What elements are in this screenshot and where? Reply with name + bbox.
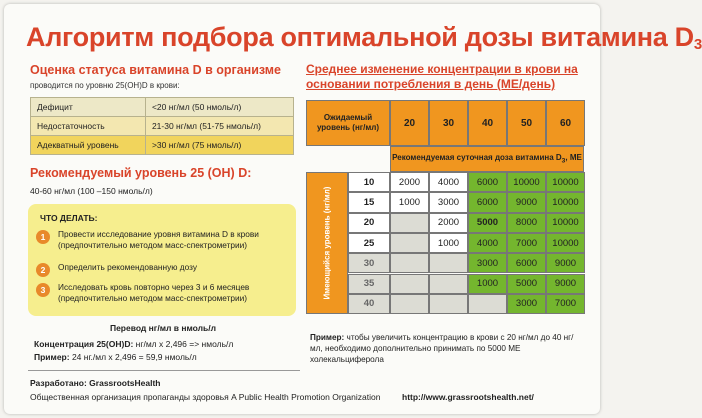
status-value: <20 нг/мл (50 нмоль/л) (145, 98, 293, 117)
step-text: Исследовать кровь повторно через 3 и 6 месяцев (предпочтительно методом масс-спектрометрии) (58, 282, 250, 303)
dose-cell: 1000 (468, 274, 507, 294)
dose-cell: 5000 (507, 274, 546, 294)
dose-cell (429, 253, 468, 273)
dose-cell: 3000 (507, 294, 546, 314)
step-text: Определить рекомендованную дозу (58, 262, 197, 272)
current-level-label: Имеющийся уровень (нг/мл) (322, 186, 332, 300)
dose-cell: 2000 (390, 172, 429, 192)
dose-cell: 1000 (390, 192, 429, 212)
conversion-block (30, 323, 296, 371)
status-row-deficit (31, 98, 294, 117)
info-card (4, 4, 702, 414)
dose-cell: 10000 (546, 172, 585, 192)
dose-cell: 9000 (546, 274, 585, 294)
step-number-badge: 3 (36, 283, 50, 297)
current-level-25: 25 (348, 233, 390, 253)
dose-cell: 2000 (429, 213, 468, 233)
recommended-dose-band: Рекомендуемая суточная доза витамина $D_3$, МЕ (390, 146, 584, 172)
target-level-30: 30 (429, 100, 468, 146)
dose-cell: 10000 (546, 213, 585, 233)
current-level-30: 30 (348, 253, 390, 273)
status-row-adequate (31, 136, 294, 155)
divider (28, 370, 300, 371)
status-value: >30 нг/мл (75 нмоль/л) (145, 136, 293, 155)
dose-cell: 6000 (468, 172, 507, 192)
dose-cell: 4000 (429, 172, 468, 192)
current-level-40: 40 (348, 294, 390, 314)
status-subheading: проводится по уровню 25(OH)D в крови: (30, 81, 180, 90)
status-label: Адекватный уровень (31, 136, 146, 155)
dose-cell (390, 274, 429, 294)
status-value: 21-30 нг/мл (51-75 нмоль/л) (145, 117, 293, 136)
dose-cell: 10000 (546, 233, 585, 253)
dose-table-heading: Среднее изменение концентрации в крови на основании потребления в день (МЕ/день) (306, 62, 578, 91)
dose-cell: 3000 (429, 192, 468, 212)
status-label: Недостаточность (31, 117, 146, 136)
step-number-badge: 2 (36, 263, 50, 277)
dose-cell: 7000 (507, 233, 546, 253)
organization: Общественная организация пропаганды здоровья A Public Health Promotion Organization (30, 392, 381, 402)
target-level-20: 20 (390, 100, 429, 146)
conversion-heading: Перевод нг/мл в нмоль/л (109, 323, 217, 333)
current-level-20: 20 (348, 213, 390, 233)
dose-cell: 10000 (507, 172, 546, 192)
conversion-formula: Концентрация 25(OH)D: нг/мл х 2,496 => нмоль/л (34, 339, 234, 349)
todo-step-2 (36, 262, 290, 273)
recommended-range: 40-60 нг/мл (100 –150 нмоль/л) (30, 186, 153, 196)
dose-cell: 1000 (429, 233, 468, 253)
dose-cell (390, 213, 429, 233)
current-level-10: 10 (348, 172, 390, 192)
target-level-header: Ожидаемый уровень (нг/мл) (306, 100, 390, 146)
todo-heading: ЧТО ДЕЛАТЬ: (40, 213, 98, 223)
dose-cell: 3000 (468, 253, 507, 273)
dose-cell (468, 294, 507, 314)
dose-cell (390, 233, 429, 253)
dose-table (306, 100, 584, 314)
recommended-heading: Рекомендуемый уровень 25 (ОН) D: (30, 166, 252, 180)
target-level-60: 60 (546, 100, 585, 146)
dose-cell: 4000 (468, 233, 507, 253)
status-table (30, 97, 294, 155)
dose-cell: 6000 (507, 253, 546, 273)
page-title: Алгоритм подбора оптимальной дозы витамина $D_3$ (26, 22, 702, 53)
todo-step-1 (36, 229, 290, 251)
current-level-35: 35 (348, 274, 390, 294)
current-level-15: 15 (348, 192, 390, 212)
dose-cell (429, 274, 468, 294)
current-level-axis (306, 172, 348, 314)
status-label: Дефицит (31, 98, 146, 117)
target-level-50: 50 (507, 100, 546, 146)
status-row-insufficient (31, 117, 294, 136)
dose-cell: 5000 (468, 213, 507, 233)
website-link[interactable]: http://www.grassrootshealth.net/ (402, 392, 534, 402)
step-text: Провести исследование уровня витамина D в крови (предпочтительно методом масс-спектрометрии) (58, 229, 259, 250)
conversion-example: Пример: 24 нг./мл х 2,496 = 59,9 нмоль/л (34, 352, 197, 362)
dose-cell: 9000 (507, 192, 546, 212)
dose-cell: 6000 (468, 192, 507, 212)
step-number-badge: 1 (36, 230, 50, 244)
dose-cell: 9000 (546, 253, 585, 273)
dose-cell (429, 294, 468, 314)
dose-cell (390, 253, 429, 273)
developed-by: Разработано: GrassrootsHealth (30, 378, 161, 388)
dose-cell (390, 294, 429, 314)
dose-cell: 8000 (507, 213, 546, 233)
example-note: Пример: чтобы увеличить концентрацию в крови с 20 нг/мл до 40 нг/мл, необходимо дополнительно принимать по 5000 МЕ холекальциферола (310, 333, 574, 364)
todo-step-3 (36, 282, 290, 304)
status-heading: Оценка статуса витамина D в организме (30, 63, 281, 77)
dose-cell: 10000 (546, 192, 585, 212)
target-level-40: 40 (468, 100, 507, 146)
todo-box (28, 204, 296, 316)
dose-cell: 7000 (546, 294, 585, 314)
